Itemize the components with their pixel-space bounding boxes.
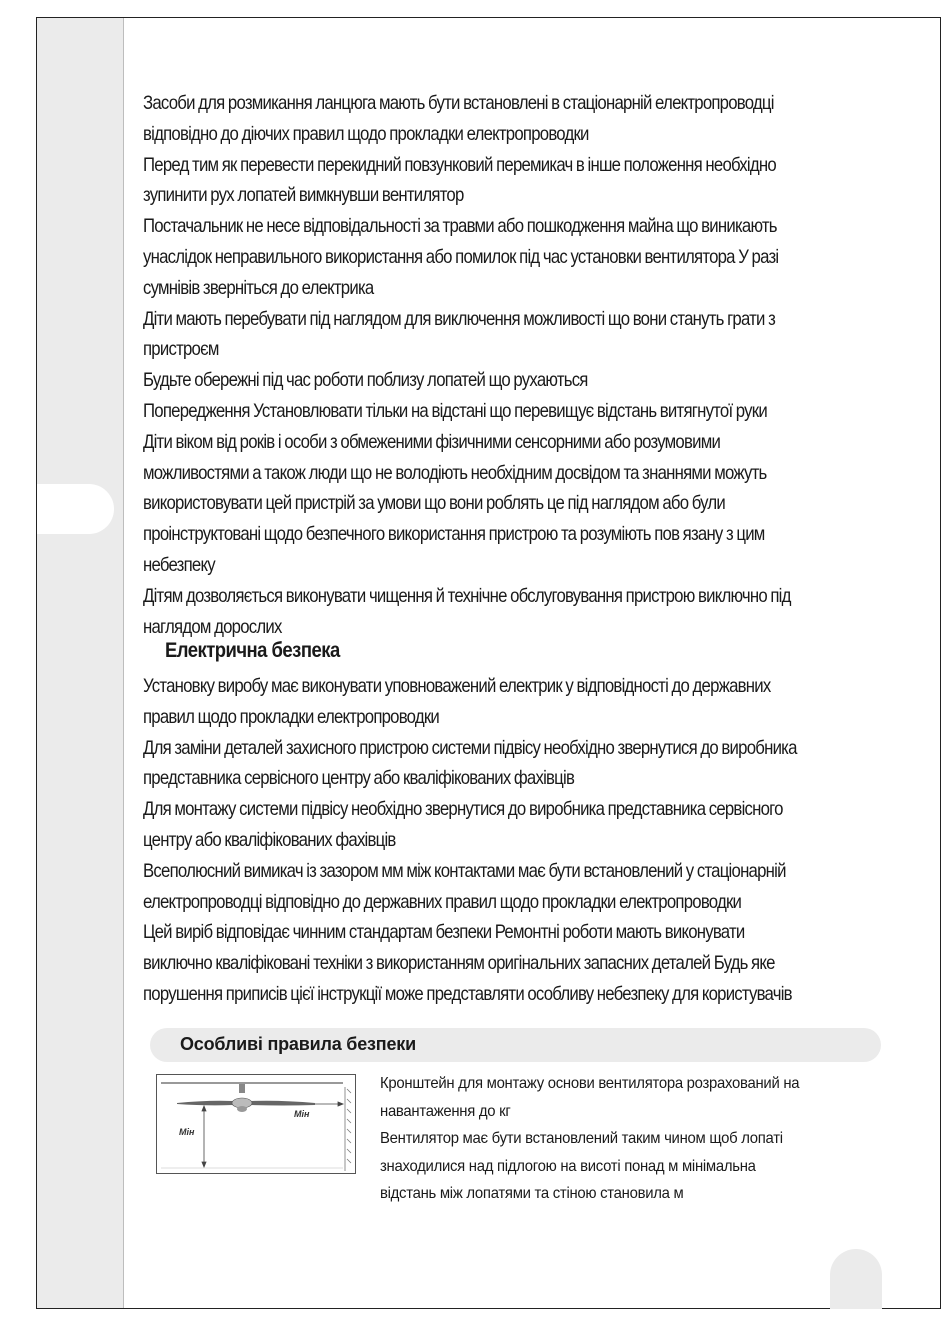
text-line: Установку виробу має виконувати уповноважений електрик у відповідності до державних bbox=[143, 675, 771, 697]
text-line: проінструктовані щодо безпечного використання пристрою та розуміють пов язану з цим bbox=[143, 523, 765, 546]
ceiling-fan-icon bbox=[177, 1084, 315, 1112]
left-margin-band bbox=[37, 18, 124, 1308]
text-line: можливостями а також люди що не володіють необхідним досвідом та знаннями можуть bbox=[143, 461, 767, 484]
text-line: Діти мають перебувати під наглядом для виключення можливості що вони стануть грати з bbox=[143, 307, 776, 330]
text-line: Засоби для розмикання ланцюга мають бути встановлені в стаціонарній електропроводці bbox=[143, 92, 774, 114]
text-line: зупинити рух лопатей вимкнувши вентилятор bbox=[143, 184, 464, 207]
text-line: Для заміни деталей захисного пристрою системи підвісу необхідно звернутися до виробника bbox=[143, 736, 797, 759]
text-line: наглядом дорослих bbox=[143, 615, 282, 638]
wall-distance-arrow bbox=[315, 1102, 343, 1106]
text-line: знаходилися над підлогою на висоті понад м мінімальна bbox=[380, 1157, 756, 1175]
fan-clearance-diagram bbox=[156, 1074, 356, 1174]
section-heading-electrical-safety: Електрична безпека bbox=[165, 639, 340, 662]
wall-hatching bbox=[345, 1087, 351, 1171]
text-line: Постачальник не несе відповідальності за травми або пошкодження майна що виникають bbox=[143, 215, 777, 238]
text-line: Діти віком від років і особи з обмеженими фізичними сенсорними або розумовими bbox=[143, 430, 721, 453]
text-line: навантаження до кг bbox=[380, 1102, 511, 1120]
text-line: Попередження Установлювати тільки на відстані що перевищує відстань витягнутої руки bbox=[143, 399, 767, 422]
text-line: відповідно до діючих правил щодо прокладки електропроводки bbox=[143, 122, 589, 145]
text-line: Для монтажу системи підвісу необхідно звернутися до виробника представника сервісного bbox=[143, 798, 783, 821]
text-line: Дітям дозволяється виконувати чищення й технічне обслуговування пристрою виключно під bbox=[143, 584, 791, 607]
text-line: Перед тим як перевести перекидний повзунковий перемикач в інше положення необхідно bbox=[143, 153, 776, 176]
text-line: виключно кваліфіковані техніки з використанням оригінальних запасних деталей Будь яке bbox=[143, 952, 775, 975]
min-height-label: Мін bbox=[179, 1127, 195, 1137]
text-line: використовувати цей пристрій за умови що вони роблять це під наглядом або були bbox=[143, 492, 726, 515]
safety-text-block bbox=[143, 88, 814, 642]
text-line: електропроводці відповідно до державних правил щодо прокладки електропроводки bbox=[143, 890, 742, 913]
electrical-safety-text-block bbox=[143, 671, 814, 1010]
min-wall-distance-label: Мін bbox=[294, 1109, 310, 1119]
fan-diagram-svg bbox=[157, 1075, 355, 1173]
text-line: центру або кваліфікованих фахівців bbox=[143, 828, 396, 851]
text-line: Всеполюсний вимикач із зазором мм між контактами має бути встановлений у стаціонарній bbox=[143, 859, 786, 882]
text-line: пристроєм bbox=[143, 338, 219, 361]
special-rules-title: Особливі правила безпеки bbox=[180, 1034, 416, 1054]
text-line: сумнівів зверніться до електрика bbox=[143, 276, 374, 299]
text-line: представника сервісного центру або кваліфікованих фахівців bbox=[143, 767, 575, 790]
text-line: порушення приписів цієї інструкції може представляти особливу небезпеку для користувачів bbox=[143, 982, 792, 1005]
height-dimension-arrow bbox=[202, 1106, 206, 1167]
special-rules-text-block bbox=[380, 1070, 864, 1208]
section-tab-marker bbox=[37, 484, 114, 534]
text-line: правил щодо прокладки електропроводки bbox=[143, 705, 440, 728]
text-line: унаслідок неправильного використання або помилок під час установки вентилятора У разі bbox=[143, 245, 779, 268]
margin-divider bbox=[123, 18, 124, 1308]
text-line: небезпеку bbox=[143, 553, 215, 576]
text-line: Цей виріб відповідає чинним стандартам безпеки Ремонтні роботи мають виконувати bbox=[143, 921, 745, 944]
text-line: відстань між лопатями та стіною становила м bbox=[380, 1185, 684, 1202]
page-number-tab bbox=[830, 1249, 882, 1309]
text-line: Вентилятор має бути встановлений таким чином щоб лопаті bbox=[380, 1130, 783, 1147]
text-line: Будьте обережні під час роботи поблизу лопатей що рухаються bbox=[143, 369, 588, 392]
text-line: Кронштейн для монтажу основи вентилятора розрахований на bbox=[380, 1075, 800, 1092]
